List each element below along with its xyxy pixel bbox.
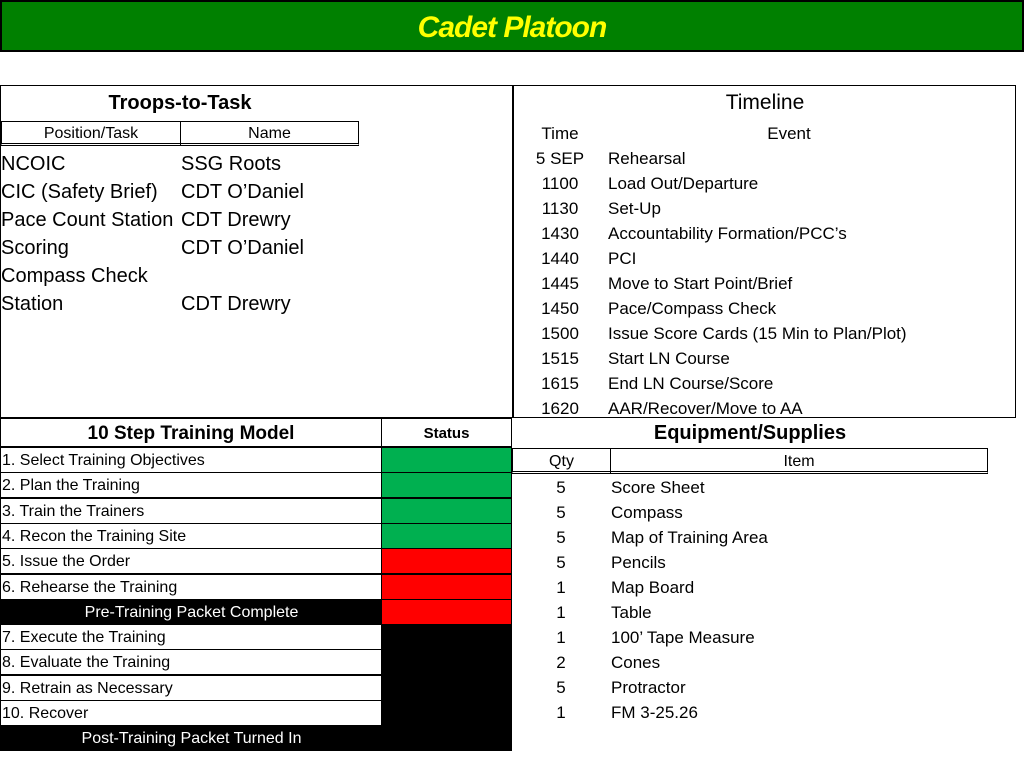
status-indicator-red bbox=[381, 599, 512, 625]
event-cell: Start LN Course bbox=[608, 349, 730, 368]
event-cell: Load Out/Departure bbox=[608, 174, 759, 193]
status-indicator-black bbox=[381, 649, 512, 675]
time-cell: 1450 bbox=[541, 299, 579, 318]
training-step-label: 6. Rehearse the Training bbox=[0, 574, 382, 600]
timeline-panel bbox=[512, 85, 1016, 418]
item-cell: Map of Training Area bbox=[611, 528, 768, 547]
equipment-row bbox=[512, 675, 988, 700]
timeline-row bbox=[513, 346, 1017, 371]
position-task-cell: Station bbox=[1, 293, 64, 315]
event-cell: Accountability Formation/PCC’s bbox=[608, 224, 847, 243]
item-cell: Table bbox=[611, 603, 652, 622]
timeline-row bbox=[513, 171, 1017, 196]
equipment-row bbox=[512, 600, 988, 625]
equipment-row bbox=[512, 700, 988, 725]
position-task-header: Position/Task bbox=[1, 121, 181, 146]
qty-cell: 5 bbox=[556, 528, 566, 547]
event-cell: Rehearsal bbox=[608, 149, 686, 168]
item-cell: Pencils bbox=[611, 553, 666, 572]
status-indicator-black bbox=[381, 700, 512, 726]
training-model-title: 10 Step Training Model bbox=[0, 418, 382, 447]
item-cell: FM 3-25.26 bbox=[611, 703, 698, 722]
time-cell: 5 SEP bbox=[535, 149, 585, 168]
equipment-title: Equipment/Supplies bbox=[653, 422, 847, 444]
timeline-row bbox=[513, 146, 1017, 171]
item-cell: Compass bbox=[611, 503, 683, 522]
time-cell: 1615 bbox=[541, 374, 579, 393]
qty-cell: 1 bbox=[556, 703, 566, 722]
time-cell: 1130 bbox=[541, 199, 579, 218]
event-cell: Issue Score Cards (15 Min to Plan/Plot) bbox=[608, 324, 907, 343]
training-step-label: 10. Recover bbox=[0, 700, 382, 726]
position-task-cell: NCOIC bbox=[1, 153, 66, 175]
position-task-cell: Pace Count Station bbox=[1, 209, 174, 231]
qty-cell: 5 bbox=[556, 678, 566, 697]
event-cell: Set-Up bbox=[608, 199, 661, 218]
timeline-row bbox=[513, 246, 1017, 271]
time-cell: 1430 bbox=[541, 224, 579, 243]
equipment-row bbox=[512, 550, 988, 575]
title-banner bbox=[0, 0, 1024, 52]
qty-cell: 2 bbox=[556, 653, 566, 672]
timeline-title: Timeline bbox=[725, 91, 805, 114]
status-indicator-black bbox=[381, 725, 512, 751]
timeline-row bbox=[513, 221, 1017, 246]
status-indicator-black bbox=[381, 675, 512, 701]
equipment-row bbox=[512, 575, 988, 600]
item-cell: Cones bbox=[611, 653, 661, 672]
time-cell: 1445 bbox=[541, 274, 579, 293]
training-step-label: 4. Recon the Training Site bbox=[0, 523, 382, 549]
training-step-label: 9. Retrain as Necessary bbox=[0, 675, 382, 701]
status-indicator-red bbox=[381, 548, 512, 574]
qty-cell: 5 bbox=[556, 503, 566, 522]
event-cell: AAR/Recover/Move to AA bbox=[608, 399, 803, 418]
time-cell: 1500 bbox=[541, 324, 579, 343]
item-cell: Protractor bbox=[611, 678, 686, 697]
training-step-label: 1. Select Training Objectives bbox=[0, 447, 382, 473]
equipment-row bbox=[512, 500, 988, 525]
position-task-cell: CIC (Safety Brief) bbox=[1, 181, 158, 203]
name-cell: CDT O’Daniel bbox=[181, 181, 304, 203]
time-cell: 1440 bbox=[541, 249, 579, 268]
milestone-label: Post-Training Packet Turned In bbox=[0, 725, 382, 751]
event-cell: Move to Start Point/Brief bbox=[608, 274, 793, 293]
status-header: Status bbox=[381, 418, 512, 447]
name-header: Name bbox=[180, 121, 359, 146]
qty-cell: 1 bbox=[556, 603, 566, 622]
status-indicator-red bbox=[381, 574, 512, 600]
training-step-label: 5. Issue the Order bbox=[0, 548, 382, 574]
status-indicator-green bbox=[381, 523, 512, 549]
timeline-row bbox=[513, 296, 1017, 321]
training-step-label: 8. Evaluate the Training bbox=[0, 649, 382, 675]
item-cell: Score Sheet bbox=[611, 478, 705, 497]
name-cell: CDT Drewry bbox=[181, 293, 291, 315]
time-cell: 1620 bbox=[541, 399, 579, 418]
status-indicator-green bbox=[381, 447, 512, 473]
position-task-cell: Compass Check bbox=[1, 265, 148, 287]
time-header: Time bbox=[541, 124, 579, 143]
status-indicator-green bbox=[381, 472, 512, 498]
training-step-label: 7. Execute the Training bbox=[0, 624, 382, 650]
equipment-row bbox=[512, 475, 988, 500]
page-title: Cadet Platoon bbox=[417, 11, 607, 44]
time-cell: 1515 bbox=[541, 349, 579, 368]
equipment-row bbox=[512, 650, 988, 675]
status-indicator-black bbox=[381, 624, 512, 650]
equipment-row bbox=[512, 625, 988, 650]
timeline-row bbox=[513, 271, 1017, 296]
training-step-label: 2. Plan the Training bbox=[0, 472, 382, 498]
event-cell: PCI bbox=[608, 249, 637, 268]
timeline-header-row bbox=[513, 121, 1017, 146]
qty-cell: 1 bbox=[556, 578, 566, 597]
name-cell: SSG Roots bbox=[181, 153, 282, 175]
event-cell: End LN Course/Score bbox=[608, 374, 774, 393]
event-header: Event bbox=[767, 124, 811, 143]
troops-to-task-title: Troops-to-Task bbox=[108, 92, 252, 114]
name-cell: CDT O’Daniel bbox=[181, 237, 304, 259]
time-cell: 1100 bbox=[541, 174, 579, 193]
item-header: Item bbox=[610, 448, 988, 474]
status-indicator-green bbox=[381, 498, 512, 524]
qty-cell: 5 bbox=[556, 478, 566, 497]
name-cell: CDT Drewry bbox=[181, 209, 291, 231]
item-cell: 100’ Tape Measure bbox=[611, 628, 755, 647]
training-step-label: 3. Train the Trainers bbox=[0, 498, 382, 524]
event-cell: Pace/Compass Check bbox=[608, 299, 777, 318]
qty-cell: 1 bbox=[556, 628, 566, 647]
milestone-label: Pre-Training Packet Complete bbox=[0, 599, 382, 625]
equipment-row bbox=[512, 525, 988, 550]
position-task-cell: Scoring bbox=[1, 237, 69, 259]
qty-header: Qty bbox=[512, 448, 611, 474]
qty-cell: 5 bbox=[556, 553, 566, 572]
timeline-row bbox=[513, 321, 1017, 346]
item-cell: Map Board bbox=[611, 578, 695, 597]
troops-to-task-panel bbox=[0, 85, 514, 418]
timeline-row bbox=[513, 371, 1017, 396]
timeline-row bbox=[513, 196, 1017, 221]
